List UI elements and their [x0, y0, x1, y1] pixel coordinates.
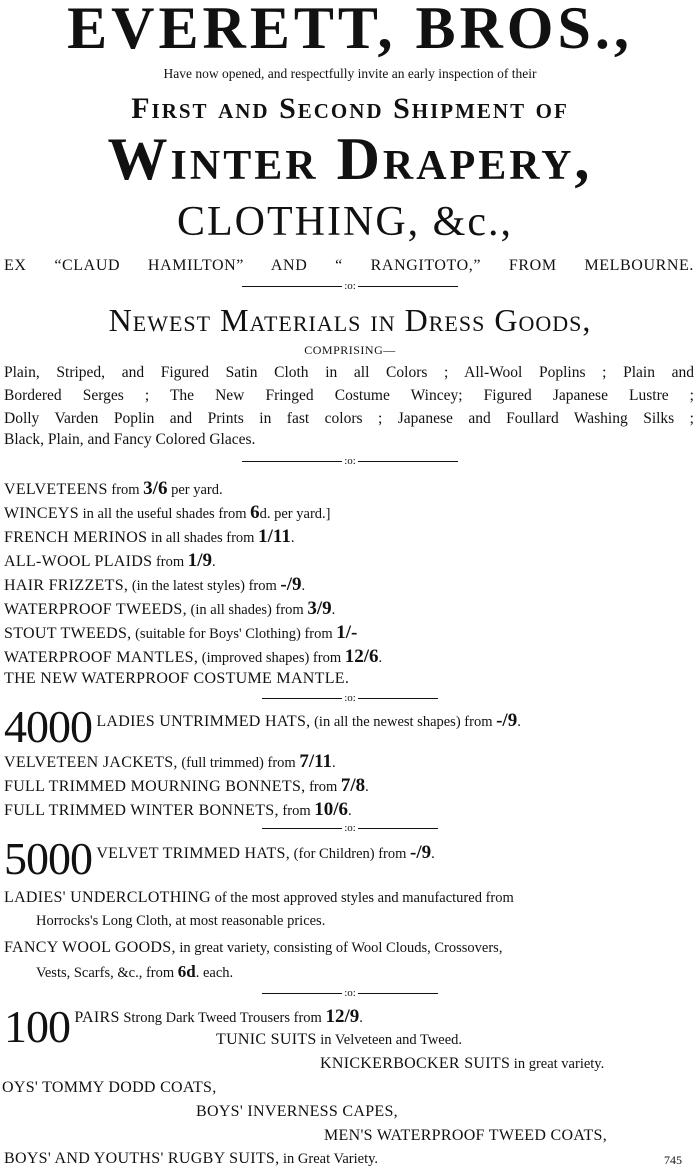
item-line — [4, 751, 336, 773]
item-tail: . — [359, 1010, 363, 1026]
item-detail: (in the latest styles) from — [128, 578, 281, 594]
item-detail: Vests, Scarfs, &c., from — [36, 965, 178, 981]
item-detail: (full trimmed) from — [177, 755, 300, 771]
item-price: 1/- — [336, 622, 358, 643]
item-detail: from — [278, 803, 315, 819]
shipment-heading: First and Second Shipment of — [131, 92, 569, 125]
wool-line — [4, 939, 502, 957]
dress-line: Black, Plain, and Fancy Colored Glaces. — [4, 431, 256, 448]
item-name: VELVETEEN JACKETS, — [4, 754, 178, 771]
rugby-line — [4, 1150, 378, 1168]
hats-number: 4000 — [4, 701, 92, 752]
tommy-dodd-line: OYS' TOMMY DODD COATS, — [2, 1079, 217, 1096]
item-detail: from — [305, 779, 341, 795]
underclothing-cont: Horrocks's Long Cloth, at most reasonable prices. — [36, 913, 326, 929]
item-name: LADIES UNTRIMMED HATS, — [96, 713, 311, 730]
item-name: ALL-WOOL PLAIDS — [4, 553, 153, 570]
divider — [0, 822, 700, 834]
item-line — [4, 550, 216, 572]
firm-name: EVERETT, BROS., — [67, 0, 633, 61]
item-detail: in great variety. — [510, 1056, 605, 1072]
comprising-label: COMPRISING— — [304, 343, 396, 357]
item-name: LADIES' UNDERCLOTHING — [4, 889, 211, 906]
rule — [262, 993, 342, 994]
divider-mark: :o: — [344, 280, 356, 293]
item-tail: d. per yard.] — [259, 506, 331, 522]
item-name: FULL TRIMMED MOURNING BONNETS, — [4, 778, 306, 795]
item-price: 6d — [177, 962, 196, 981]
item-price: 12/6 — [344, 646, 379, 667]
item-name: PAIRS — [74, 1009, 120, 1026]
item-name: BOYS' AND YOUTHS' RUGBY SUITS, — [4, 1150, 280, 1167]
item-price: 7/11 — [299, 751, 333, 772]
item-price: 1/11 — [258, 526, 291, 547]
item-tail: per yard. — [167, 482, 223, 498]
divider-mark: :o: — [344, 822, 356, 835]
item-detail: in all the useful shades from — [78, 506, 251, 522]
item-detail: (for Children) from — [290, 846, 411, 862]
item-name: TUNIC SUITS — [216, 1031, 317, 1048]
item-line — [4, 598, 335, 620]
clothing-heading: CLOTHING, &c., — [177, 199, 513, 245]
divider — [0, 692, 700, 704]
item-tail: . — [517, 714, 521, 730]
knickerbocker-line — [320, 1055, 604, 1073]
divider-mark: :o: — [344, 987, 356, 1000]
item-line — [4, 574, 305, 596]
divider-mark: :o: — [344, 455, 356, 468]
item-name: KNICKERBOCKER SUITS — [320, 1055, 511, 1072]
rule — [242, 286, 342, 287]
item-name: STOUT TWEEDS, — [4, 625, 132, 642]
item-price: -/9 — [496, 710, 518, 731]
item-line — [4, 526, 294, 548]
item-line — [4, 775, 369, 797]
item-tail: . — [431, 846, 435, 862]
item-detail: Strong Dark Tweed Trousers from — [119, 1010, 326, 1026]
dress-line: Plain, Striped, and Figured Satin Cloth in all Colors ; All-Wool Poplins ; Plain and — [4, 364, 694, 381]
item-detail: in Great Variety. — [279, 1151, 379, 1167]
item-detail: from — [107, 482, 144, 498]
product-heading: Winter Drapery, — [107, 126, 593, 192]
velvet-number: 5000 — [4, 833, 92, 884]
item-line — [4, 502, 330, 524]
item-detail: (improved shapes) from — [198, 650, 345, 666]
item-price: 3/6 — [143, 478, 168, 499]
rule — [358, 461, 458, 462]
item-name: FULL TRIMMED WINTER BONNETS, — [4, 802, 279, 819]
inverness-line: BOYS' INVERNESS CAPES, — [196, 1103, 398, 1120]
item-name: WINCEYS — [4, 505, 79, 522]
rule — [358, 286, 458, 287]
item-name: VELVET TRIMMED HATS, — [96, 845, 291, 862]
trousers-number: 100 — [4, 1001, 70, 1052]
rule — [358, 828, 438, 829]
item-price: -/9 — [410, 842, 432, 863]
item-name: FRENCH MERINOS — [4, 529, 148, 546]
item-line — [4, 622, 357, 644]
divider-mark: :o: — [344, 692, 356, 705]
item-detail: in all shades from — [147, 530, 259, 546]
item-price: 12/9 — [325, 1006, 360, 1027]
item-price: -/9 — [280, 574, 302, 595]
item-price: 1/9 — [187, 550, 213, 571]
dress-heading: Newest Materials in Dress Goods, — [108, 302, 592, 338]
item-price: 10/6 — [314, 799, 348, 820]
item-tail: . — [348, 803, 352, 819]
tunic-line — [216, 1031, 462, 1049]
page-number: 745 — [664, 1153, 682, 1167]
vessels-line: EX “CLAUD HAMILTON” AND “ RANGITOTO,” FROM MELBOURNE. — [4, 257, 694, 274]
item-tail: . — [301, 578, 306, 594]
divider — [0, 987, 700, 999]
item-detail: (in all the newest shapes) from — [310, 714, 497, 730]
item-name: FANCY WOOL GOODS, — [4, 939, 176, 956]
item-name: HAIR FRIZZETS, — [4, 577, 129, 594]
item-price: 7/8 — [340, 775, 366, 796]
item-tail: . — [290, 530, 295, 546]
underclothing-line — [4, 889, 514, 907]
item-detail: of the most approved styles and manufactured from — [210, 890, 514, 906]
item-name: THE NEW WATERPROOF COSTUME MANTLE. — [4, 670, 350, 687]
divider — [0, 455, 700, 467]
item-line — [4, 646, 382, 668]
wool-cont — [36, 962, 233, 982]
item-line — [4, 670, 349, 688]
item-price: 3/9 — [307, 598, 332, 619]
item-detail: in Velveteen and Tweed. — [316, 1032, 463, 1048]
rule — [358, 698, 438, 699]
item-line — [4, 478, 223, 500]
velvet-hats-line — [4, 833, 435, 884]
item-detail: (suitable for Boys' Clothing) from — [131, 626, 337, 642]
item-price: 6 — [250, 502, 260, 523]
rule — [262, 828, 342, 829]
item-detail: from — [152, 554, 188, 570]
mens-coats-line: MEN'S WATERPROOF TWEED COATS, — [324, 1127, 608, 1144]
intro-line: Have now opened, and respectfully invite an early inspection of their — [163, 66, 537, 81]
item-tail: . — [365, 779, 369, 795]
item-tail: . — [331, 602, 336, 618]
dress-line: Dolly Varden Poplin and Prints in fast colors ; Japanese and Foullard Washing Silks ; — [4, 410, 694, 427]
divider — [0, 280, 700, 292]
item-name: WATERPROOF TWEEDS, — [4, 601, 187, 618]
item-line — [4, 799, 352, 821]
item-tail: . — [212, 554, 216, 570]
item-tail: . — [332, 755, 336, 771]
item-name: WATERPROOF MANTLES, — [4, 649, 199, 666]
rule — [242, 461, 342, 462]
hats-line — [4, 701, 521, 752]
item-detail: (in all shades) from — [186, 602, 308, 618]
rule — [262, 698, 342, 699]
item-tail: . each. — [195, 965, 234, 981]
item-detail: in great variety, consisting of Wool Clouds, Crossovers, — [175, 940, 503, 956]
dress-line: Bordered Serges ; The New Fringed Costume Wincey; Figured Japanese Lustre ; — [4, 387, 694, 404]
item-tail: . — [378, 650, 383, 666]
rule — [358, 993, 438, 994]
item-name: VELVETEENS — [4, 481, 108, 498]
